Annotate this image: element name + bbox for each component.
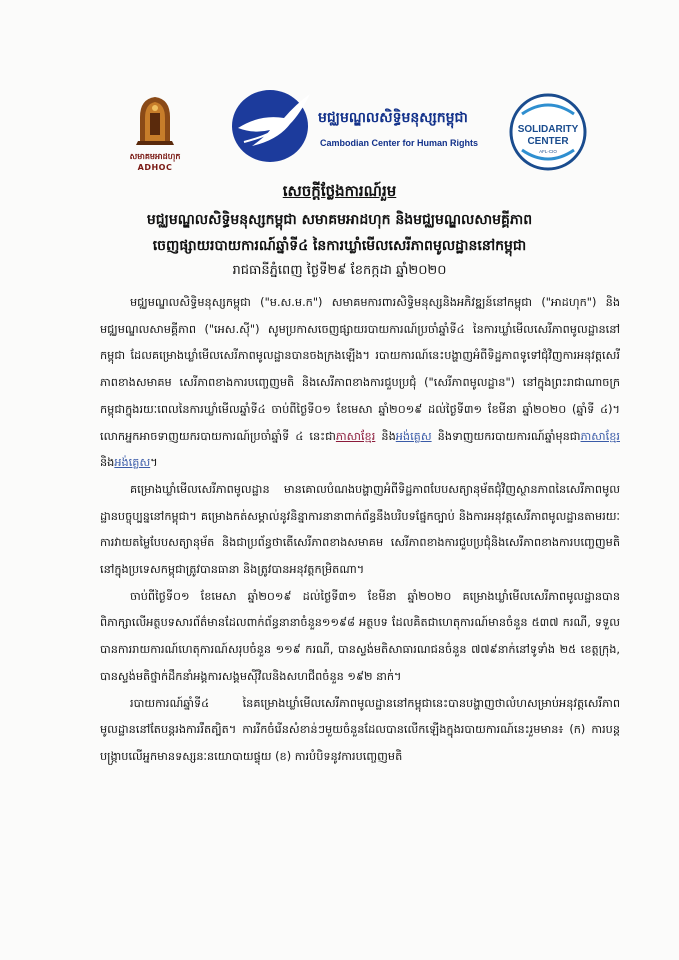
cchr-logo-text-km: មជ្ឈមណ្ឌលសិទ្ធិមនុស្សកម្ពុជា xyxy=(318,110,468,126)
solidarity-logo-line1: SOLIDARITY xyxy=(517,124,579,135)
previous-report-khmer-link[interactable]: ភាសាខ្មែរ xyxy=(580,429,620,443)
solidarity-logo-line3: AFL-CIO xyxy=(539,149,557,154)
document-subtitle-line1: មជ្ឈមណ្ឌលសិទ្ធិមនុស្សកម្ពុជា សមាគមអាដហុក និងមជ្ឈមណ្ឌលសាមគ្គីភាព xyxy=(146,212,533,228)
paragraph-1-and-2: និង xyxy=(100,456,115,470)
paragraph-1-text-2: និងទាញយករបាយការណ៍ឆ្នាំមុនជា xyxy=(431,429,581,443)
paragraph-1-and: និង xyxy=(375,429,396,443)
solidarity-center-logo xyxy=(508,92,588,172)
cchr-logo xyxy=(230,84,490,164)
cchr-logo-text: Cambodian Center for Human Rights xyxy=(320,138,479,148)
paragraph-2: គម្រោងឃ្លាំមើលសេរីភាពមូលដ្ឋាន មានគោលបំណងបង្ហាញអំពីទិដ្ឋភាពបែបសត្យានុម័តជុំវិញស្ថានភាពនៃសេរីភាពមូលដ្ឋានបច្ចុប្បន្ននៅកម្ពុជា។ គម្រោងកត់សម្គាល់នូវនិន្នាការនានាពាក់ព័ន្ធនឹងបរិបទផ្នែកច្បាប់ និងការអនុវត្តសេរីភាពមូលដ្ឋានតាមរយៈការវាយតម្លៃបែបសត្យានុម័ត និងជាប្រព័ន្ធថាតើសេរីភាពខាងសមាគម សេរីភាពខាងការជួបប្រជុំនិងសេរីភាពខាងការបញ្ចេញមតិនៅក្នុងប្រទេសកម្ពុជាត្រូវបានធានា និងត្រូវបានអនុវត្តកម្រិតណា។ xyxy=(100,482,620,577)
document-body xyxy=(100,290,620,771)
adhoc-emblem-icon xyxy=(132,95,178,147)
paragraph-1-end: ។ xyxy=(150,456,158,470)
paragraph-1 xyxy=(100,290,620,477)
report-english-link[interactable]: អង់គ្លេស xyxy=(395,429,432,443)
adhoc-logo-text-km: សមាគមអាដហុក xyxy=(129,152,181,161)
adhoc-logo-text: ADHOC xyxy=(137,163,173,172)
dateline: រាជធានីភ្នំពេញ ថ្ងៃទី២៩ ខែកក្កដា ឆ្នាំ២០២០ xyxy=(232,263,447,278)
solidarity-logo-line2: CENTER xyxy=(527,136,569,147)
paragraph-4: របាយការណ៍ឆ្នាំទី៤ នៃគម្រោងឃ្លាំមើលសេរីភាពមូលដ្ឋាននៅកម្ពុជានេះបានបង្ហាញថាលំហសម្រាប់អនុវត្តសេរីភាពមូលដ្ឋាននៅតែបន្តរងការរឹតត្បិត។ ការរីកចំរើនសំខាន់ៗមួយចំនួនដែលបានលើកឡើងក្នុងរបាយការណ៍នេះរួមមាន៖ (ក) ការបន្តបង្រ្កាបលើអ្នកមានទស្សនៈនយោបាយផ្ទុយ (ខ) ការបំបិទនូវការបញ្ចេញមតិ xyxy=(100,696,620,763)
dove-icon xyxy=(230,84,316,164)
paragraph-3: ចាប់ពីថ្ងៃទី០១ ខែមេសា ឆ្នាំ២០១៩ ដល់ថ្ងៃទី៣១ ខែមីនា ឆ្នាំ២០២០ គម្រោងឃ្លាំមើលសេរីភាពមូលដ្ឋានបានពិភាក្សាលើអត្ថបទសារព័ត៌មានដែលពាក់ព័ន្ធនានាចំនួន១១៩៨ អត្ថបទ ដែលគិតជាហេតុការណ៍មានចំនួន ៥៣៧ ករណី, ទទួលបានការរាយការណ៍ហេតុការណ៍សរុបចំនួន ១១៩ ករណី, បានស្ទង់មតិសាធារណជនចំនួន ៧៧៩នាក់នៅទូទាំង ២៥ ខេត្តក្រុង, បានស្ទង់មតិថ្នាក់ដឹកនាំអង្គការសង្គមស៊ីវិលនិងសហជីពចំនួន ១៩២ នាក់។ xyxy=(100,589,620,683)
previous-report-english-link[interactable]: អង់គ្លេស xyxy=(114,456,151,470)
document-title: សេចក្តីថ្លែងការណ៍រួម xyxy=(282,182,397,200)
adhoc-logo xyxy=(120,95,190,180)
document-subtitle-line2: ចេញផ្សាយរបាយការណ៍ឆ្នាំទី៤ នៃការឃ្លាំមើលសេរីភាពមូលដ្ឋាននៅកម្ពុជា xyxy=(152,238,527,254)
paragraph-1-text: មជ្ឈមណ្ឌលសិទ្ធិមនុស្សកម្ពុជា ("ម.ស.ម.ក") សមាគមការពារសិទ្ធិមនុស្សនិងអភិវឌ្ឍន៍នៅកម្ពុជា ("អាដហុក") និងមជ្ឈមណ្ឌលសាមគ្គីភាព ("អេស.ស៊ី") សូមប្រកាសចេញផ្សាយរបាយការណ៍ប្រចាំឆ្នាំទី៤ នៃការឃ្លាំមើលសេរីភាពមូលដ្ឋាននៅកម្ពុជា ដែលគម្រោងឃ្លាំមើលសេរីភាពមូលដ្ឋានបានចងក្រងឡើង។ របាយការណ៍នេះបង្ហាញអំពីទិដ្ឋភាពទូទៅជុំវិញការអនុវត្តសេរីភាពខាងសមាគម សេរីភាពខាងការបញ្ចេញមតិ និងសេរីភាពខាងការជួបប្រជុំ ("សេរីភាពមូលដ្ឋាន") នៅក្នុងព្រះរាជាណាចក្រកម្ពុជាក្នុងរយៈពេលនៃការឃ្លាំមើលឆ្នាំទី៤ ចាប់ពីថ្ងៃទី០១ ខែមេសា ឆ្នាំ២០១៩ ដល់ថ្ងៃទី៣១ ខែមីនា ឆ្នាំ២០២០ (ឆ្នាំទី ៤)។ លោកអ្នកអាចទាញយករបាយការណ៍ប្រចាំឆ្នាំទី ៤ នេះជា xyxy=(100,296,620,443)
report-khmer-link[interactable]: ភាសាខ្មែរ xyxy=(335,429,376,443)
